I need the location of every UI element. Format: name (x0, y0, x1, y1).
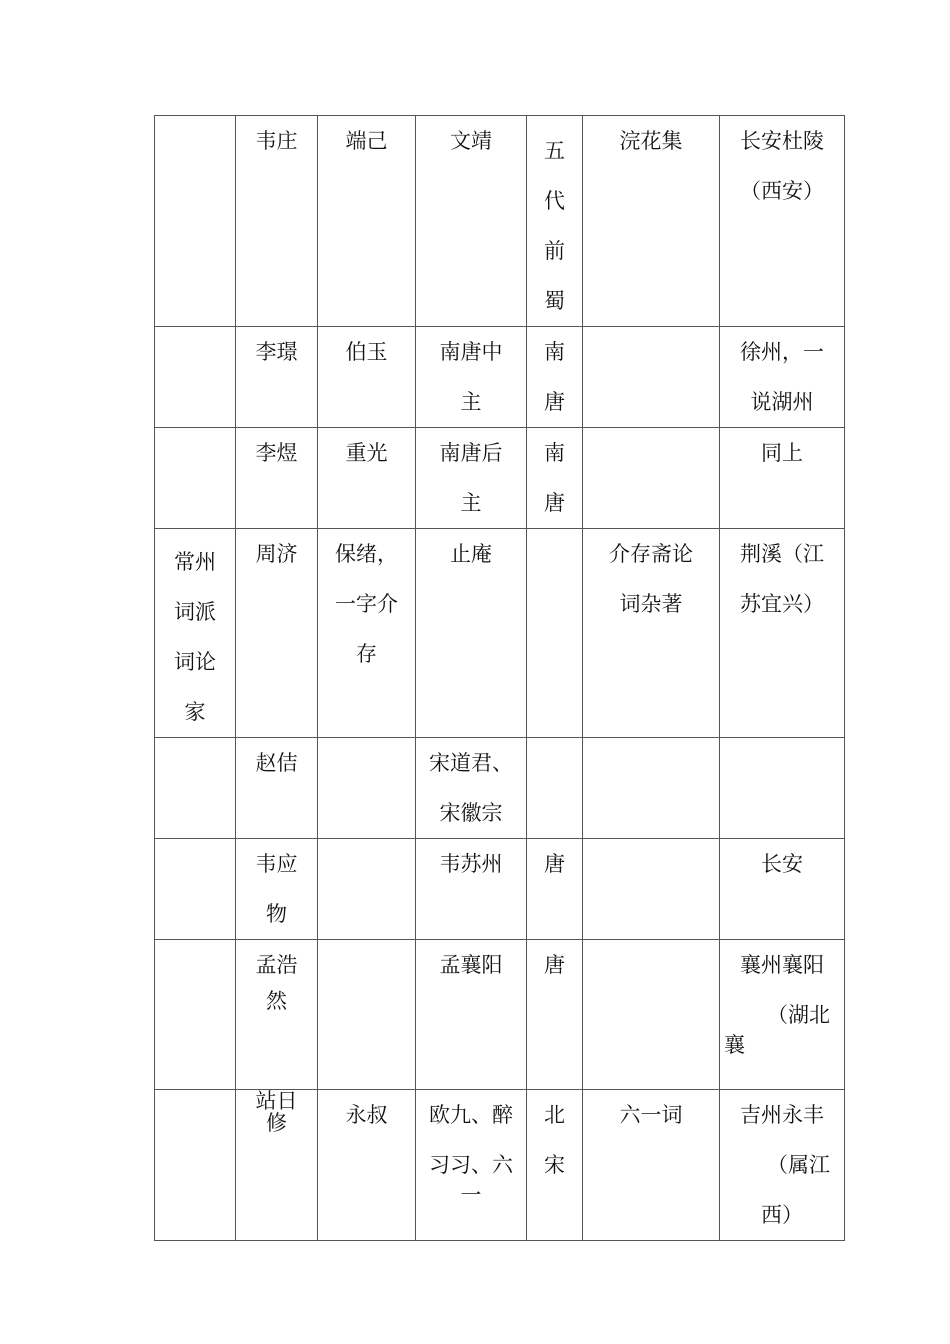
alias-cell (416, 116, 527, 327)
dynasty-text: 南 (544, 441, 565, 465)
name-cell (236, 1090, 318, 1241)
dynasty-text: 北 (544, 1103, 565, 1127)
alias-cell (416, 940, 527, 1090)
table-row (155, 116, 845, 327)
name-cell (236, 940, 318, 1090)
name-text: 孟浩 (255, 953, 298, 977)
group-cell (155, 116, 236, 327)
name-cell (236, 738, 318, 839)
alias-cell (416, 428, 527, 529)
group-cell (155, 738, 236, 839)
hometown-text: 吉州永丰 (740, 1103, 824, 1127)
alias-text: 习习、六 (429, 1153, 513, 1177)
group-cell (155, 529, 236, 738)
dynasty-text: 前 (544, 239, 565, 263)
works-cell (583, 428, 720, 529)
table-row (155, 529, 845, 738)
works-text: 六一词 (619, 1103, 683, 1127)
alias-cell (416, 839, 527, 940)
works-text: 词杂著 (619, 592, 683, 616)
dynasty-cell (527, 327, 583, 428)
hometown-cell (720, 529, 845, 738)
alias-text: 主 (460, 390, 482, 414)
courtesy-cell (318, 116, 416, 327)
name-cell (236, 327, 318, 428)
courtesy-text: 保绪， (335, 542, 398, 566)
courtesy-text: 端己 (345, 129, 388, 153)
dynasty-text: 宋 (544, 1153, 565, 1177)
name-text: 物 (266, 902, 287, 926)
name-text: 韦应 (255, 852, 298, 876)
dynasty-text: 五 (544, 139, 565, 163)
courtesy-cell (318, 529, 416, 738)
hometown-cell (720, 116, 845, 327)
name-text: 站日 (255, 1089, 298, 1113)
table-row (155, 940, 845, 1090)
group-cell (155, 428, 236, 529)
dynasty-text: 唐 (544, 953, 565, 977)
name-cell (236, 428, 318, 529)
hometown-cell (720, 738, 845, 839)
table-row (155, 327, 845, 428)
alias-cell (416, 327, 527, 428)
group-text: 家 (184, 700, 206, 724)
alias-text: 止庵 (450, 542, 492, 566)
group-cell (155, 839, 236, 940)
courtesy-text: 重光 (345, 441, 388, 465)
table-row (155, 839, 845, 940)
alias-cell (416, 1090, 527, 1241)
table-row (155, 738, 845, 839)
hometown-cell (720, 940, 845, 1090)
alias-text: 宋徽宗 (439, 801, 503, 825)
table-row (155, 428, 845, 529)
hometown-cell (720, 839, 845, 940)
courtesy-text: 存 (356, 642, 377, 666)
alias-text: 南唐后 (439, 441, 503, 465)
alias-text: 孟襄阳 (439, 953, 503, 977)
hometown-cell (720, 428, 845, 529)
dynasty-text: 唐 (544, 390, 565, 414)
alias-text: 欧九、醉 (429, 1103, 513, 1127)
courtesy-cell (318, 839, 416, 940)
courtesy-text: 一字介 (335, 592, 398, 616)
hometown-text: 徐州，一 (740, 340, 824, 364)
dynasty-text: 南 (544, 340, 565, 364)
courtesy-cell (318, 428, 416, 529)
works-cell (583, 738, 720, 839)
dynasty-text: 代 (544, 189, 565, 213)
dynasty-text: 唐 (544, 852, 565, 876)
dynasty-text: 唐 (544, 491, 565, 515)
hometown-text: 长安杜陵 (740, 129, 824, 153)
name-text: 李煜 (255, 441, 298, 465)
group-text: 词派 (174, 600, 216, 624)
group-cell (155, 940, 236, 1090)
hometown-text: 襄 (724, 1033, 745, 1057)
dynasty-text: 蜀 (544, 289, 565, 313)
name-text: 然 (266, 989, 287, 1013)
hometown-cell (720, 1090, 845, 1241)
hometown-text: 说湖州 (750, 390, 814, 414)
dynasty-cell (527, 839, 583, 940)
courtesy-text: 永叔 (345, 1103, 388, 1127)
hometown-text: 同上 (761, 441, 803, 465)
hometown-text: 苏宜兴） (740, 592, 824, 616)
alias-text: 一 (460, 1183, 482, 1207)
group-text: 常州 (174, 550, 216, 574)
poets-table (154, 115, 845, 1241)
hometown-text: 西） (761, 1203, 803, 1227)
courtesy-cell (318, 327, 416, 428)
works-cell (583, 529, 720, 738)
alias-text: 南唐中 (439, 340, 503, 364)
name-text: 赵佶 (255, 751, 298, 775)
hometown-text: （湖北 (767, 1003, 830, 1027)
dynasty-cell (527, 1090, 583, 1241)
hometown-text: 襄州襄阳 (740, 953, 824, 977)
works-text: 介存斋论 (609, 542, 693, 566)
alias-text: 韦苏州 (439, 852, 503, 876)
hometown-text: 长安 (761, 852, 803, 876)
alias-cell (416, 529, 527, 738)
group-cell (155, 1090, 236, 1241)
dynasty-cell (527, 116, 583, 327)
name-text: 李璟 (255, 340, 298, 364)
dynasty-cell (527, 738, 583, 839)
courtesy-cell (318, 1090, 416, 1241)
works-cell (583, 327, 720, 428)
hometown-cell (720, 327, 845, 428)
alias-cell (416, 738, 527, 839)
name-cell (236, 116, 318, 327)
name-text: 周济 (255, 542, 298, 566)
dynasty-cell (527, 529, 583, 738)
works-cell (583, 940, 720, 1090)
hometown-text: （西安） (740, 179, 824, 203)
hometown-text: 荆溪（江 (740, 542, 824, 566)
courtesy-text: 伯玉 (345, 340, 388, 364)
group-cell (155, 327, 236, 428)
courtesy-cell (318, 738, 416, 839)
hometown-text: （属江 (767, 1153, 830, 1177)
group-text: 词论 (174, 650, 216, 674)
dynasty-cell (527, 428, 583, 529)
works-cell (583, 839, 720, 940)
name-cell (236, 839, 318, 940)
works-text: 浣花集 (619, 129, 683, 153)
works-cell (583, 116, 720, 327)
name-text: 韦庄 (255, 129, 298, 153)
table-row (155, 1090, 845, 1241)
alias-text: 主 (460, 491, 482, 515)
name-text: 修 (266, 1111, 287, 1135)
name-cell (236, 529, 318, 738)
courtesy-cell (318, 940, 416, 1090)
alias-text: 文靖 (450, 129, 492, 153)
works-cell (583, 1090, 720, 1241)
dynasty-cell (527, 940, 583, 1090)
alias-text: 宋道君、 (429, 751, 513, 775)
